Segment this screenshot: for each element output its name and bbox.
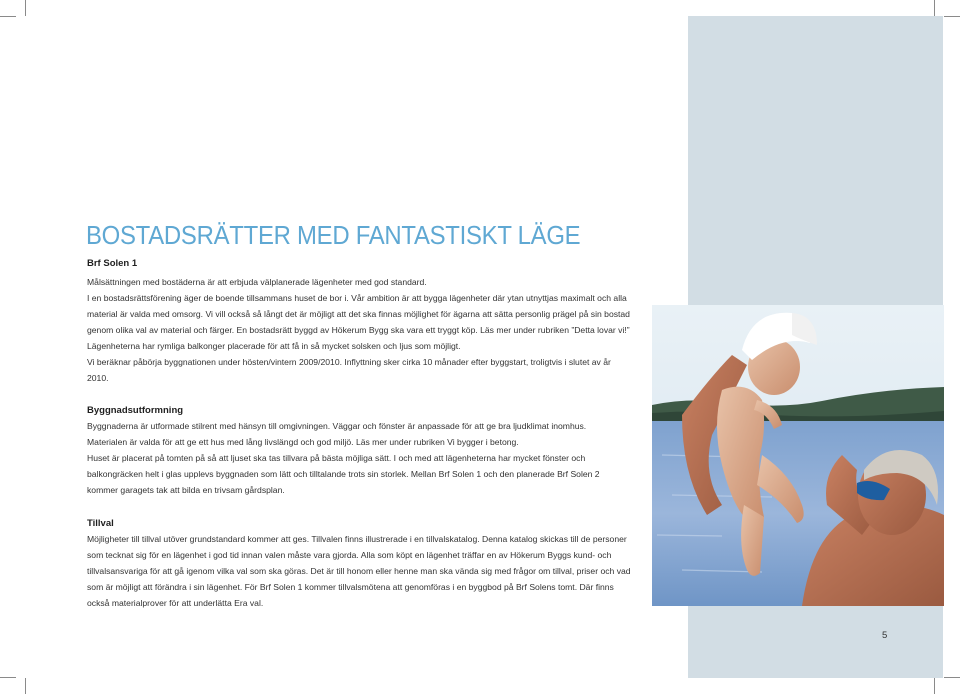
section-heading-byggnadsutformning: Byggnadsutformning <box>87 405 184 416</box>
crop-mark <box>0 677 16 678</box>
body-line: som är möjligt att förändra i sin lägenhet. För Brf Solen 1 kommer tillvalsmötena att genomföras i en byggbod på Brf Solens tomt. Där finns <box>87 582 614 592</box>
body-line: Möjligheter till tillval utöver grundstandard kommer att ges. Tillvalen finns illustrerade i en tillvalskatalog. Denna katalog skickas till de personer <box>87 534 627 544</box>
crop-mark <box>25 0 26 16</box>
crop-mark <box>934 678 935 694</box>
body-line: som tecknat sig för en lägenhet i god tid innan valen måste vara gjorda. Alla som köpt en lägenhet träffar en av Hökerum Byggs kund- och <box>87 550 612 560</box>
page-number: 5 <box>882 630 888 641</box>
body-line: material är valda med omsorg. Vi vill också så långt det är möjligt att det ska finnas möjlighet för ägarna att sätta personlig prägel på sin bostad <box>87 309 630 319</box>
body-line: balkongräcken helt i glas upplevs byggnaden som lätt och tilltalande trots sin storlek. Mellan Brf Solen 1 och den planerade Brf Solen 2 <box>87 469 600 479</box>
crop-mark <box>944 16 960 17</box>
body-line: också materialprover för att underlätta Era val. <box>87 598 264 608</box>
crop-mark <box>0 16 16 17</box>
section-heading-brf-solen: Brf Solen 1 <box>87 258 138 269</box>
page-title: BOSTADSRÄTTER MED FANTASTISKT LÄGE <box>86 220 581 250</box>
crop-mark <box>25 678 26 694</box>
body-line: tillvalsansvariga för att gå igenom vilka val som ska göras. Det är till honom eller henne man ska vända sig med frågor om tillval, priser och vad <box>87 566 631 576</box>
body-line: Vi beräknar påbörja byggnationen under hösten/vintern 2009/2010. Inflyttning sker cirka 10 månader efter byggstart, troligtvis i slutet av år <box>87 357 611 367</box>
body-line: 2010. <box>87 373 109 383</box>
section-heading-tillval: Tillval <box>87 518 114 529</box>
body-line: kommer garagets tak att bilda en trivsam gårdsplan. <box>87 485 285 495</box>
body-line: Målsättningen med bostäderna är att erbjuda välplanerade lägenheter med god standard. <box>87 277 427 287</box>
crop-mark <box>934 0 935 16</box>
body-line: Huset är placerat på tomten på så att ljuset ska tas tillvara på bästa möjliga sätt. I och med att lägenheterna har mycket fönster och <box>87 453 586 463</box>
body-line: I en bostadsrättsförening äger de boende tillsammans huset de bor i. Vår ambition är att bygga lägenheter där ytan utnyttjas maximalt och alla <box>87 293 627 303</box>
body-line: genom olika val av material och färger. En bostadsrätt byggd av Hökerum Bygg ska vara ett tryggt köp. Läs mer under rubriken ”Detta lovar vi!” <box>87 325 630 335</box>
lake-photo <box>652 305 944 606</box>
body-line: Lägenheterna har rymliga balkonger placerade för att få in så mycket solsken och ljus som möjligt. <box>87 341 461 351</box>
body-line: Materialen är valda för att ge ett hus med lång livslängd och god miljö. Läs mer under rubriken Vi bygger i betong. <box>87 437 519 447</box>
body-line: Byggnaderna är utformade stilrent med hänsyn till omgivningen. Väggar och fönster är anpassade för att ge bra ljudklimat inomhus. <box>87 421 587 431</box>
crop-mark <box>944 677 960 678</box>
